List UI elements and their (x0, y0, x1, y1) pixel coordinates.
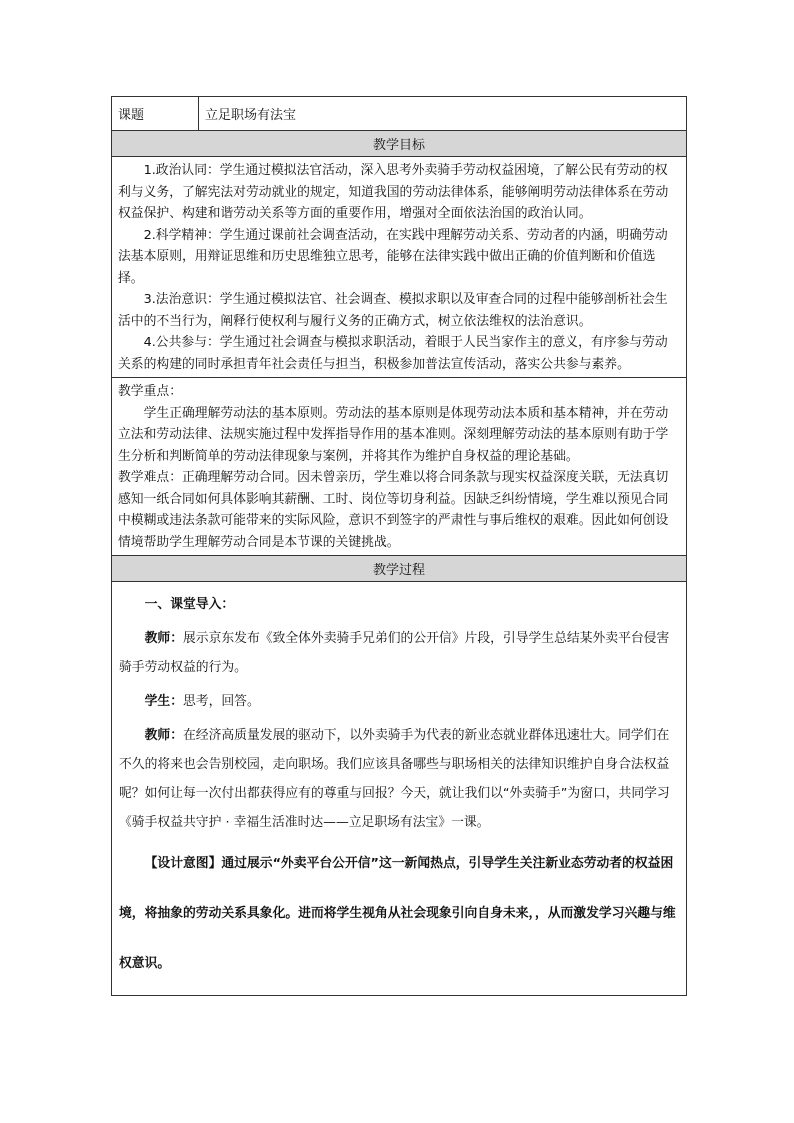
lesson-plan-page (111, 96, 687, 996)
process-heading: 教学过程 (112, 556, 687, 582)
objectives-heading-row (112, 131, 687, 157)
objectives-heading: 教学目标 (112, 131, 687, 157)
objectives-cell (112, 157, 687, 378)
objectives-row (112, 157, 687, 378)
process-heading-row (112, 556, 687, 582)
topic-label: 课题 (112, 97, 199, 131)
key-points-row (112, 378, 687, 556)
teacher-text: 展示京东发布《致全体外卖骑手兄弟们的公开信》片段，引导学生总结某外卖平台侵害骑手劳动权益的行为。 (119, 631, 670, 675)
process-cell (112, 582, 687, 996)
student-text: 思考，回答。 (182, 694, 260, 709)
teacher-paragraph-2 (119, 721, 679, 837)
objective-item: 2.科学精神：学生通过课前社会调查活动，在实践中理解劳动关系、劳动者的内涵，明确劳动法基本原则，用辩证思维和历史思维独立思考，能够在法律实践中做出正确的价值判断和价值选择。 (118, 227, 668, 286)
key-points-label: 教学重点： (118, 384, 182, 399)
difficulty-content: 教学难点：正确理解劳动合同。因未曾亲历，学生难以将合同条款与现实权益深度关联，无法真切感知一纸合同如何具体影响其薪酬、工时、岗位等切身利益。因缺乏纠纷情境，学生难以预见合同中模糊或违法条款可能带来的实际风险，意识不到签字的严肃性与事后维权的艰难。因此如何创设情境帮助学生理解劳动合同是本节课的关键挑战。 (118, 470, 669, 550)
design-intent: 【设计意图】通过展示“外卖平台公开信”这一新闻热点，引导学生关注新业态劳动者的权益困境，将抽象的劳动关系具象化。进而将学生视角从社会现象引向自身未来，，从而激发学习兴趣与维权意识。 (119, 856, 676, 971)
key-points-content: 学生正确理解劳动法的基本原则。劳动法的基本原则是体现劳动法本质和基本精神，并在劳动立法和劳动法律、法规实施过程中发挥指导作用的基本准则。深刻理解劳动法的基本原则有助于学生分析和判断简单的劳动法律现象与案例，并将其作为维护自身权益的理论基础。 (118, 405, 669, 464)
objective-item: 1.政治认同：学生通过模拟法官活动，深入思考外卖骑手劳动权益困境，了解公民有劳动的权利与义务，了解宪法对劳动就业的规定，知道我国的劳动法律体系，能够阐明劳动法律体系在劳动权益保护、构建和谐劳动关系等方面的重要作用，增强对全面依法治国的政治认同。 (118, 163, 669, 221)
intro-title: 一、课堂导入： (144, 597, 235, 612)
process-row (112, 582, 687, 996)
lesson-plan-table (111, 96, 687, 996)
teacher-label: 教师： (144, 728, 183, 743)
key-points-cell (112, 378, 687, 556)
objective-item: 4.公共参与：学生通过社会调查与模拟求职活动，着眼于人民当家作主的意义，有序参与劳动关系的构建的同时承担青年社会责任与担当，积极参加普法宣传活动，落实公共参与素养。 (118, 335, 668, 372)
objective-item: 3.法治意识：学生通过模拟法官、社会调查、模拟求职以及审查合同的过程中能够剖析社会生活中的不当行为，阐释行使权利与履行义务的正确方式，树立依法维权的法治意识。 (118, 292, 668, 329)
student-paragraph (119, 687, 679, 716)
student-label: 学生： (144, 694, 183, 709)
teacher-label: 教师： (144, 631, 183, 646)
topic-row (112, 97, 687, 131)
teacher-paragraph-1 (119, 624, 679, 682)
topic-value: 立足职场有法宝 (199, 97, 687, 131)
teacher-text: 在经济高质量发展的驱动下，以外卖骑手为代表的新业态就业群体迅速壮大。同学们在不久的将来也会告别校园，走向职场。我们应该具备哪些与职场相关的法律知识维护自身合法权益呢？如何让每一次付出都获得应有的尊重与回报？今天，就让我们以“外卖骑手”为窗口，共同学习《骑手权益共守护 · 幸福生活准时达——立足职场有法宝》一课。 (119, 728, 670, 830)
